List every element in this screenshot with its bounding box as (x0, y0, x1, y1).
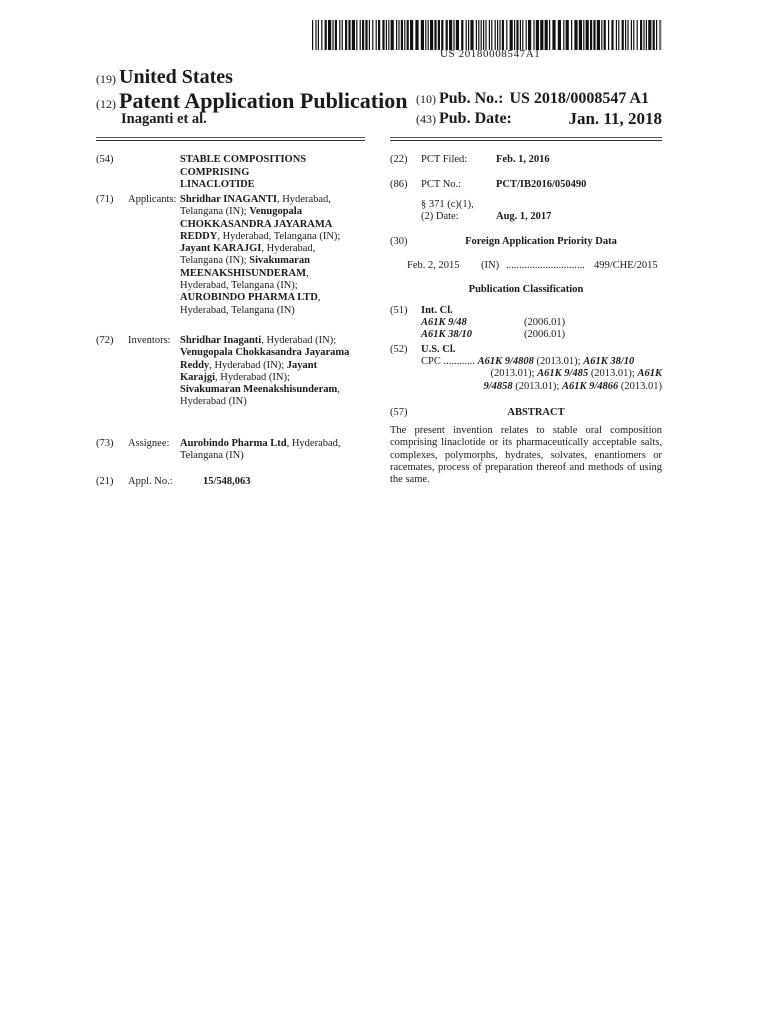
cpc-5-date: (2013.01) (618, 380, 662, 392)
barcode-bar (453, 20, 454, 50)
barcode-bar (335, 20, 337, 50)
barcode-bar (470, 20, 473, 50)
barcode-bar (608, 20, 609, 50)
foreign-priority-date: Feb. 2, 2015 (407, 260, 460, 271)
header-divider-left-2 (96, 140, 365, 141)
publication-classification-heading: Publication Classification (468, 284, 584, 295)
pct-no-label: PCT No.: (421, 179, 462, 190)
barcode-bar (604, 20, 606, 50)
barcode-bar (438, 20, 440, 50)
cpc-line-1 (421, 356, 662, 368)
inventor-line-part: Hyderabad (IN) (180, 396, 247, 408)
title (180, 154, 370, 192)
barcode-bar (631, 20, 632, 50)
barcode-bar (356, 20, 357, 50)
barcode-bar (325, 20, 327, 50)
barcode-bar (502, 20, 504, 50)
applicant-line (180, 206, 370, 218)
foreign-priority-heading: Foreign Application Priority Data (465, 236, 617, 247)
barcode-bar (549, 20, 550, 50)
code-12: (12) (96, 97, 116, 111)
applicant-line-part: Telangana (IN); (180, 206, 250, 218)
foreign-priority-leader: .............................. (506, 260, 585, 271)
barcode-bar (566, 20, 569, 50)
applicant-line (180, 268, 370, 280)
applicant-line (180, 194, 370, 206)
title-line-2: LINACLOTIDE (180, 179, 255, 190)
inventor-line-part: , Hyderabad (IN); (209, 359, 287, 371)
code-57: (57) (390, 407, 408, 418)
barcode-bar (590, 20, 592, 50)
int-cl-1-date: (2006.01) (524, 317, 566, 328)
applicant-line-part: , Hyderabad, Telangana (IN); (217, 230, 341, 242)
barcode-bar (526, 20, 527, 50)
barcode-bar (441, 20, 443, 50)
barcode-bar (449, 20, 452, 50)
barcode-bar (622, 20, 624, 50)
barcode-number: US 20180008547A1 (440, 48, 541, 60)
inventor-line-part: , Hyderabad (IN); (261, 335, 337, 346)
barcode-bar (332, 20, 333, 50)
cpc-2: A61K 38/10 (583, 356, 635, 367)
applicant-line-part: Jayant KARAJGI (180, 243, 262, 255)
applicant-line (180, 305, 370, 317)
assignee (180, 438, 370, 463)
barcode-bar (601, 20, 602, 50)
barcode-bar (352, 20, 355, 50)
inventor-line (180, 384, 370, 396)
pub-date-line (416, 110, 662, 128)
barcode-bar (461, 20, 463, 50)
inventor-line-part: Sivakumaran Meenakshisunderam (180, 384, 338, 396)
barcode-bar (563, 20, 564, 50)
section-371-date-label: (2) Date: (421, 211, 459, 222)
cpc-5: A61K 9/4866 (561, 380, 619, 392)
inventors-label: Inventors: (128, 335, 171, 346)
title-line-1: STABLE COMPOSITIONS COMPRISING (180, 154, 307, 178)
applicant-line (180, 255, 370, 267)
inventor-line-part: Jayant (286, 359, 318, 371)
barcode-bar (362, 20, 364, 50)
code-10: (10) (416, 92, 436, 106)
int-cl-2: A61K 38/10 (421, 329, 473, 340)
foreign-priority-number: 499/CHE/2015 (594, 260, 658, 271)
foreign-priority-country: (IN) (481, 260, 500, 271)
barcode-bar (659, 20, 660, 50)
barcode-bar (318, 20, 319, 50)
barcode-bar (312, 20, 313, 50)
barcode-bar (434, 20, 436, 50)
barcode-bar (428, 20, 429, 50)
inventor-line-part: Venugopala Chokkasandra Jayarama (180, 347, 350, 359)
code-30: (30) (390, 236, 408, 247)
applicant-line (180, 231, 370, 243)
abstract-text: The present invention relates to stable oral composition comprising linaclotide or its pharmaceutically acceptable salts, complexes, polymorphs, hydrates, solvates, enantiomers or racemates, process of preparation thereof and methods of using the same. (390, 425, 662, 486)
barcode-bar (360, 20, 361, 50)
applicants-label: Applicants: (128, 194, 177, 205)
pub-no-line (416, 90, 649, 108)
barcode-bar (653, 20, 655, 50)
inventor-line (180, 360, 370, 372)
applicant-line-part: Telangana (IN); (180, 255, 250, 267)
inventor-line-part: , (337, 384, 340, 396)
barcode-bar (533, 20, 534, 50)
inventor-line-part: Karajgi (180, 371, 215, 383)
code-43: (43) (416, 112, 436, 126)
code-54: (54) (96, 154, 114, 165)
header-divider-left (96, 137, 365, 138)
barcode-bar (321, 20, 322, 50)
barcode-bar (382, 20, 384, 50)
cpc-2-date: (2013.01); (490, 368, 538, 380)
barcode-bar (388, 20, 389, 50)
barcode-bar (497, 20, 498, 50)
applicant-line-part: , (317, 292, 321, 304)
pct-filed-label: PCT Filed: (421, 154, 468, 165)
barcode-bar (386, 20, 387, 50)
barcode-bar (625, 20, 626, 50)
barcode-bar (648, 20, 651, 50)
assignee-label: Assignee: (128, 438, 170, 449)
barcode-bar (369, 20, 370, 50)
cpc-4b: 9/4858 (483, 380, 513, 392)
barcode-bar (430, 20, 433, 50)
pub-no-label: Pub. No.: (439, 90, 504, 107)
code-72: (72) (96, 335, 114, 346)
applicant-line (180, 219, 370, 231)
applicant-line-part: CHOKKASANDRA JAYARAMA (180, 218, 333, 230)
inventor-line (180, 347, 370, 359)
us-cl-label: U.S. Cl. (421, 344, 456, 355)
applicant-line-part: , Hyderabad, (261, 243, 316, 255)
header-divider-right-2 (390, 140, 662, 141)
applicant-line-part: AUROBINDO PHARMA LTD (180, 292, 318, 304)
code-52: (52) (390, 344, 408, 355)
code-73: (73) (96, 438, 114, 449)
barcode-bar (597, 20, 600, 50)
inventor-line (180, 396, 370, 408)
applicant-line-part: Hyderabad, Telangana (IN); (180, 280, 298, 292)
applicant-line (180, 280, 370, 292)
pct-no: PCT/IB2016/050490 (496, 179, 587, 190)
barcode-bar (342, 20, 343, 50)
inventor-short: Inaganti et al. (121, 111, 207, 127)
barcode-bar (446, 20, 448, 50)
cpc-3-date: (2013.01); (588, 368, 638, 380)
barcode-bar (637, 20, 638, 50)
barcode-bar (646, 20, 647, 50)
country-line (96, 66, 233, 89)
barcode-bar (365, 20, 367, 50)
applicant-line-part: MEENAKSHISUNDERAM (180, 267, 307, 279)
code-19: (19) (96, 72, 116, 86)
barcode-bar (456, 20, 459, 50)
applicant-line-part: Hyderabad, Telangana (IN) (180, 304, 295, 316)
barcode-bar (345, 20, 347, 50)
code-71: (71) (96, 194, 114, 205)
barcode-bar (552, 20, 555, 50)
barcode-bar (339, 20, 340, 50)
barcode-bar (516, 20, 518, 50)
cpc-4a: A61K (637, 368, 662, 380)
barcode-bar (574, 20, 577, 50)
barcode-bar (478, 20, 479, 50)
barcode-bar (415, 20, 418, 50)
cpc-3: A61K 9/485 (537, 368, 589, 380)
cpc-label: CPC (421, 356, 441, 367)
barcode-bar (348, 20, 350, 50)
barcode-bar (583, 20, 584, 50)
barcode-bar (499, 20, 500, 50)
cpc-line-2 (421, 368, 662, 380)
barcode-bar (510, 20, 513, 50)
barcode-bar (522, 20, 523, 50)
barcode-bar (611, 20, 613, 50)
barcode-bar (495, 20, 496, 50)
barcode-bar (466, 20, 467, 50)
barcode-bar (468, 20, 469, 50)
barcode-bar (372, 20, 373, 50)
barcode-bar (536, 20, 539, 50)
cpc-leader: ............ (443, 356, 475, 367)
barcode-bar (528, 20, 531, 50)
barcode-bar (476, 20, 477, 50)
barcode-bar (514, 20, 515, 50)
cpc-classification (421, 356, 662, 393)
cpc-1: A61K 9/4808 (477, 356, 534, 367)
barcode-bar (491, 20, 492, 50)
barcode-bar (421, 20, 424, 50)
barcode-bar (618, 20, 619, 50)
pub-date-label: Pub. Date: (439, 110, 512, 127)
barcode-bar (315, 20, 316, 50)
barcode-bar (558, 20, 561, 50)
barcode-bar (481, 20, 482, 50)
barcode-bar (616, 20, 617, 50)
barcode-bar (633, 20, 634, 50)
section-371-date: Aug. 1, 2017 (496, 211, 552, 222)
cpc-1-date: (2013.01); (533, 356, 584, 367)
pub-date: Jan. 11, 2018 (568, 109, 662, 128)
appl-no: 15/548,063 (203, 476, 251, 487)
assignee-rest-2: Telangana (IN) (180, 450, 244, 462)
assignee-rest-1: , Hyderabad, (286, 438, 341, 449)
applicant-line-part: , (306, 267, 309, 279)
inventor-line-part: Shridhar Inaganti (180, 335, 262, 346)
barcode-bar (545, 20, 548, 50)
code-21: (21) (96, 476, 114, 487)
assignee-name: Aurobindo Pharma Ltd (180, 438, 287, 449)
barcode-bar (410, 20, 413, 50)
barcode-bar (407, 20, 409, 50)
abstract-heading: ABSTRACT (507, 407, 565, 418)
inventor-line-part: , Hyderabad (IN); (215, 371, 290, 383)
barcode-bar (376, 20, 377, 50)
applicant-line-part: Sivakumaran (249, 255, 310, 267)
code-51: (51) (390, 305, 408, 316)
country-name: United States (119, 66, 233, 88)
applicant-line-part: Shridhar INAGANTI (180, 194, 277, 205)
barcode-bar (571, 20, 572, 50)
cpc-4-date: (2013.01); (512, 380, 562, 392)
inventor-line-part: Reddy (180, 359, 210, 371)
code-86: (86) (390, 179, 408, 190)
section-371: § 371 (c)(1), (421, 199, 474, 210)
barcode-bar (640, 20, 642, 50)
barcode-bar (643, 20, 644, 50)
barcode-bar (485, 20, 486, 50)
appl-no-label: Appl. No.: (128, 476, 173, 487)
pub-no: US 2018/0008547 A1 (509, 90, 650, 107)
barcode-bar (579, 20, 582, 50)
barcode-bar (391, 20, 394, 50)
applicant-line-part: Venugopala (249, 206, 302, 218)
int-cl-label: Int. Cl. (421, 305, 453, 316)
barcode-bar (520, 20, 521, 50)
applicant-line (180, 292, 370, 304)
barcode-bar (586, 20, 589, 50)
inventor-line (180, 372, 370, 384)
barcode-bar (404, 20, 405, 50)
barcode-bar (398, 20, 399, 50)
barcode-bar (328, 20, 331, 50)
applicants-list (180, 194, 370, 317)
int-cl-1: A61K 9/48 (421, 317, 467, 328)
barcode-bar (627, 20, 628, 50)
barcode-bar (593, 20, 595, 50)
barcode-bar (396, 20, 397, 50)
applicant-line (180, 243, 370, 255)
barcode-bar (425, 20, 426, 50)
barcode-bar (506, 20, 507, 50)
inventors-list (180, 335, 370, 409)
barcode-bar (540, 20, 543, 50)
barcode-image (312, 20, 662, 50)
int-cl-2-date: (2006.01) (524, 329, 566, 340)
applicant-line-part: REDDY (180, 230, 218, 242)
barcode-bar (378, 20, 380, 50)
header-divider-right (390, 137, 662, 138)
doc-type: Patent Application Publication (119, 88, 408, 113)
cpc-line-3 (421, 381, 662, 393)
barcode-bar (489, 20, 490, 50)
barcode-bar (401, 20, 403, 50)
code-22: (22) (390, 154, 408, 165)
barcode-bar (483, 20, 484, 50)
barcode-bar (656, 20, 657, 50)
applicant-line-part: , Hyderabad, (276, 194, 331, 205)
pct-filed-date: Feb. 1, 2016 (496, 154, 550, 165)
inventor-line (180, 335, 370, 347)
